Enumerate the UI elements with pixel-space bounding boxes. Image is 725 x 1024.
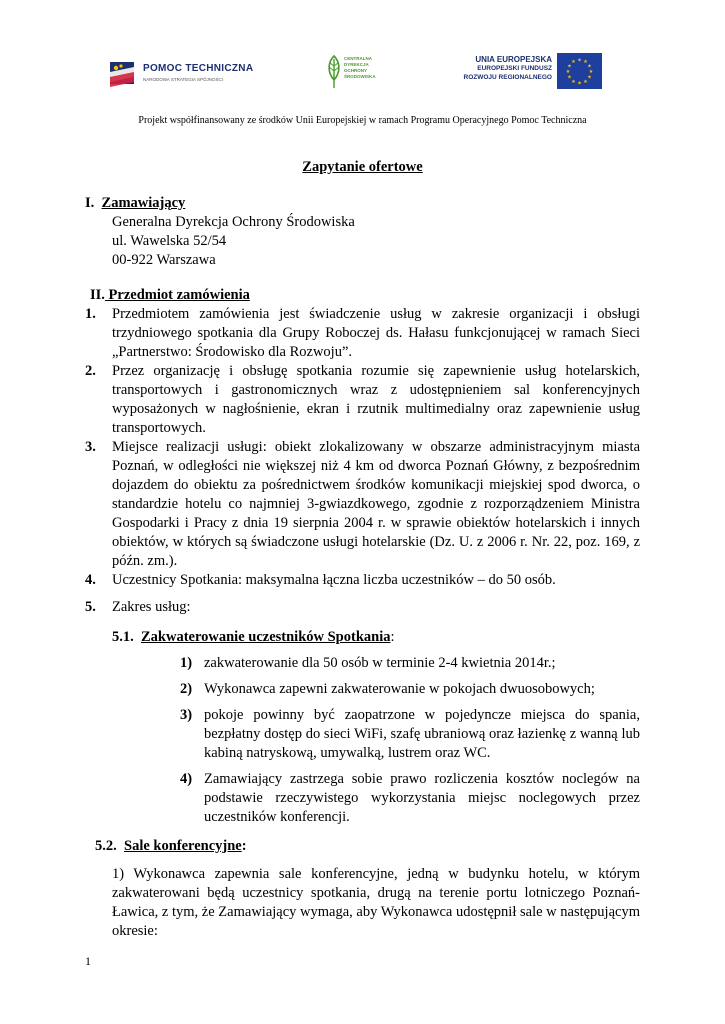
item-number: 5. [85, 599, 96, 615]
sub-item-text: Wykonawca zapewnia sale konferencyjne, jedną w budynku hotelu, w którym zakwaterowani będą uczestnicy spotkania, drugą na terenie portu lotniczego Poznań-Ławica, z tym, że Zamawiający wymaga, aby Wykonawca udostępnił sale w następującym okresie: [112, 866, 640, 939]
cdos-logo [326, 50, 374, 94]
subsection-heading [85, 628, 640, 647]
document-title: Zapytanie ofertowe [302, 159, 423, 175]
address-line: 00-922 Warszawa [112, 252, 216, 268]
section-title: Przedmiot zamówienia [108, 287, 250, 303]
list-item [85, 362, 640, 438]
eu-fund-line: ROZWOJU REGIONALNEGO [463, 73, 552, 81]
sub-item-number: 1) [112, 866, 125, 882]
pt-name: POMOC TECHNICZNA [143, 63, 254, 74]
orderer-address [85, 213, 640, 270]
list-item [85, 598, 640, 617]
svg-text:★: ★ [577, 57, 582, 64]
list-item [85, 438, 640, 571]
subsection-heading [85, 837, 640, 856]
sub-item-text: pokoje powinny być zaopatrzone w pojedyncze miejsca do spania, bezpłatny dostęp do sieci WiFi, szafę ubraniową oraz łazienkę z wanną lub kabiną natryskową, umywalką, lustrem oraz WC. [204, 707, 640, 761]
cdos-text [344, 56, 376, 80]
project-tagline: Projekt współfinansowany ze środków Unii Europejskiej w ramach Programu Operacyjnego Pomoc Techniczna [138, 115, 587, 126]
item-number: 1. [85, 306, 96, 322]
subsection-title: Zakwaterowanie uczestników Spotkania [141, 629, 391, 645]
section-number: I. [85, 195, 95, 211]
sub-item-number: 4) [180, 771, 193, 787]
section-title: Zamawiający [101, 195, 186, 211]
svg-text:★: ★ [567, 63, 572, 70]
page-number: 1 [85, 954, 91, 968]
sub-list-item [180, 770, 640, 827]
sub-item-text: Zamawiający zastrzega sobie prawo rozliczenia kosztów noclegów na podstawie rzeczywistego wykorzystania miejsc noclegowych przez uczestników konferencji. [204, 771, 640, 825]
item-number: 2. [85, 363, 96, 379]
list-item [85, 305, 640, 362]
eu-logo [440, 53, 602, 91]
sub-item-number: 3) [180, 707, 193, 723]
svg-text:★: ★ [571, 79, 576, 85]
item-number: 3. [85, 439, 96, 455]
sub-list-item [180, 654, 640, 673]
leaf-icon [326, 54, 342, 90]
eu-fund-line: EUROPEJSKI FUNDUSZ [477, 65, 552, 72]
subsection-colon: : [390, 629, 395, 645]
item-number: 4. [85, 572, 96, 588]
section-heading [85, 286, 640, 305]
sub-item-text: Wykonawca zapewni zakwaterowanie w pokojach dwuosobowych; [204, 681, 595, 697]
address-line: Generalna Dyrekcja Ochrony Środowiska [112, 214, 355, 230]
eu-logo-text [440, 55, 552, 82]
header-logos [0, 50, 725, 94]
item-text: Miejsce realizacji usługi: obiekt zlokalizowany w obszarze administracyjnym miasta Poznań, w odległości nie większej niż 4 km od dworca Poznań Główny, z bezpośrednim dojazdem do obiektu za pośrednictwem środków komunikacji miejskiej spod dworca, o standardzie hotelu co najmniej 3-gwiazdkowego, zgodnie z rozporządzeniem Ministra Gospodarki i Pracy z dnia 19 sierpnia 2004 r. w sprawie obiektów hotelarskich i innych obiektów, w których są świadczone usługi hotelarskie (Dz. U. z 2006 r. Nr. 22, poz. 169, z późn. zm.). [112, 439, 640, 569]
pomoc-techniczna-logo [107, 56, 257, 90]
svg-text:★: ★ [587, 74, 592, 81]
cdos-line: DYREKCJA [344, 62, 369, 67]
sub-item-number: 1) [180, 655, 193, 671]
pt-subtitle: NARODOWA STRATEGIA SPÓJNOŚCI [143, 77, 224, 82]
svg-text:★: ★ [588, 69, 594, 75]
subsection-colon: : [241, 838, 247, 854]
poland-flag-icon [107, 58, 137, 88]
item-text: Uczestnicy Spotkania: maksymalna łączna liczba uczestników – do 50 osób. [112, 572, 556, 588]
section-number: II. [90, 287, 105, 303]
svg-text:★: ★ [565, 69, 571, 75]
eu-flag-icon [557, 53, 602, 89]
sub-list-item [180, 706, 640, 763]
document-body [85, 158, 640, 941]
section-heading [85, 194, 640, 213]
sub-list-item [85, 865, 640, 941]
svg-text:★: ★ [583, 79, 588, 85]
subsection-title: Sale konferencyjne [124, 838, 242, 854]
subsection-number: 5.1. [112, 629, 134, 645]
address-line: ul. Wawelska 52/54 [112, 233, 227, 249]
subsection-number: 5.2. [95, 838, 117, 854]
svg-text:★: ★ [567, 74, 572, 81]
item-text: Przedmiotem zamówienia jest świadczenie usług w zakresie organizacji i obsługi trzydniowego spotkania dla Grupy Roboczej ds. Hałasu funkcjonującej w ramach Sieci „Partnerstwo: Środowisko dla Rozwoju”. [112, 306, 640, 360]
cdos-line: CENTRALNA [344, 56, 372, 61]
svg-text:★: ★ [587, 63, 592, 70]
list-item [85, 571, 640, 590]
svg-text:★: ★ [577, 80, 582, 87]
sub-item-number: 2) [180, 681, 193, 697]
eu-title: UNIA EUROPEJSKA [475, 55, 552, 64]
item-text: Zakres usług: [112, 599, 191, 615]
item-text: Przez organizację i obsługę spotkania rozumie się zapewnienie usług hotelarskich, transportowych i gastronomicznych wraz z udostępnieniem sal konferencyjnych wyposażonych w nagłośnienie, ekran i rzutnik multimedialny oraz zapewnienie usług transportowych. [112, 363, 640, 436]
sub-item-text: zakwaterowanie dla 50 osób w terminie 2-4 kwietnia 2014r.; [204, 655, 556, 671]
svg-text:★: ★ [571, 59, 576, 65]
cdos-line: OCHRONY [344, 68, 368, 73]
cdos-line: ŚRODOWISKA [344, 74, 376, 79]
sub-list-item [180, 680, 640, 699]
svg-text:★: ★ [583, 59, 588, 65]
